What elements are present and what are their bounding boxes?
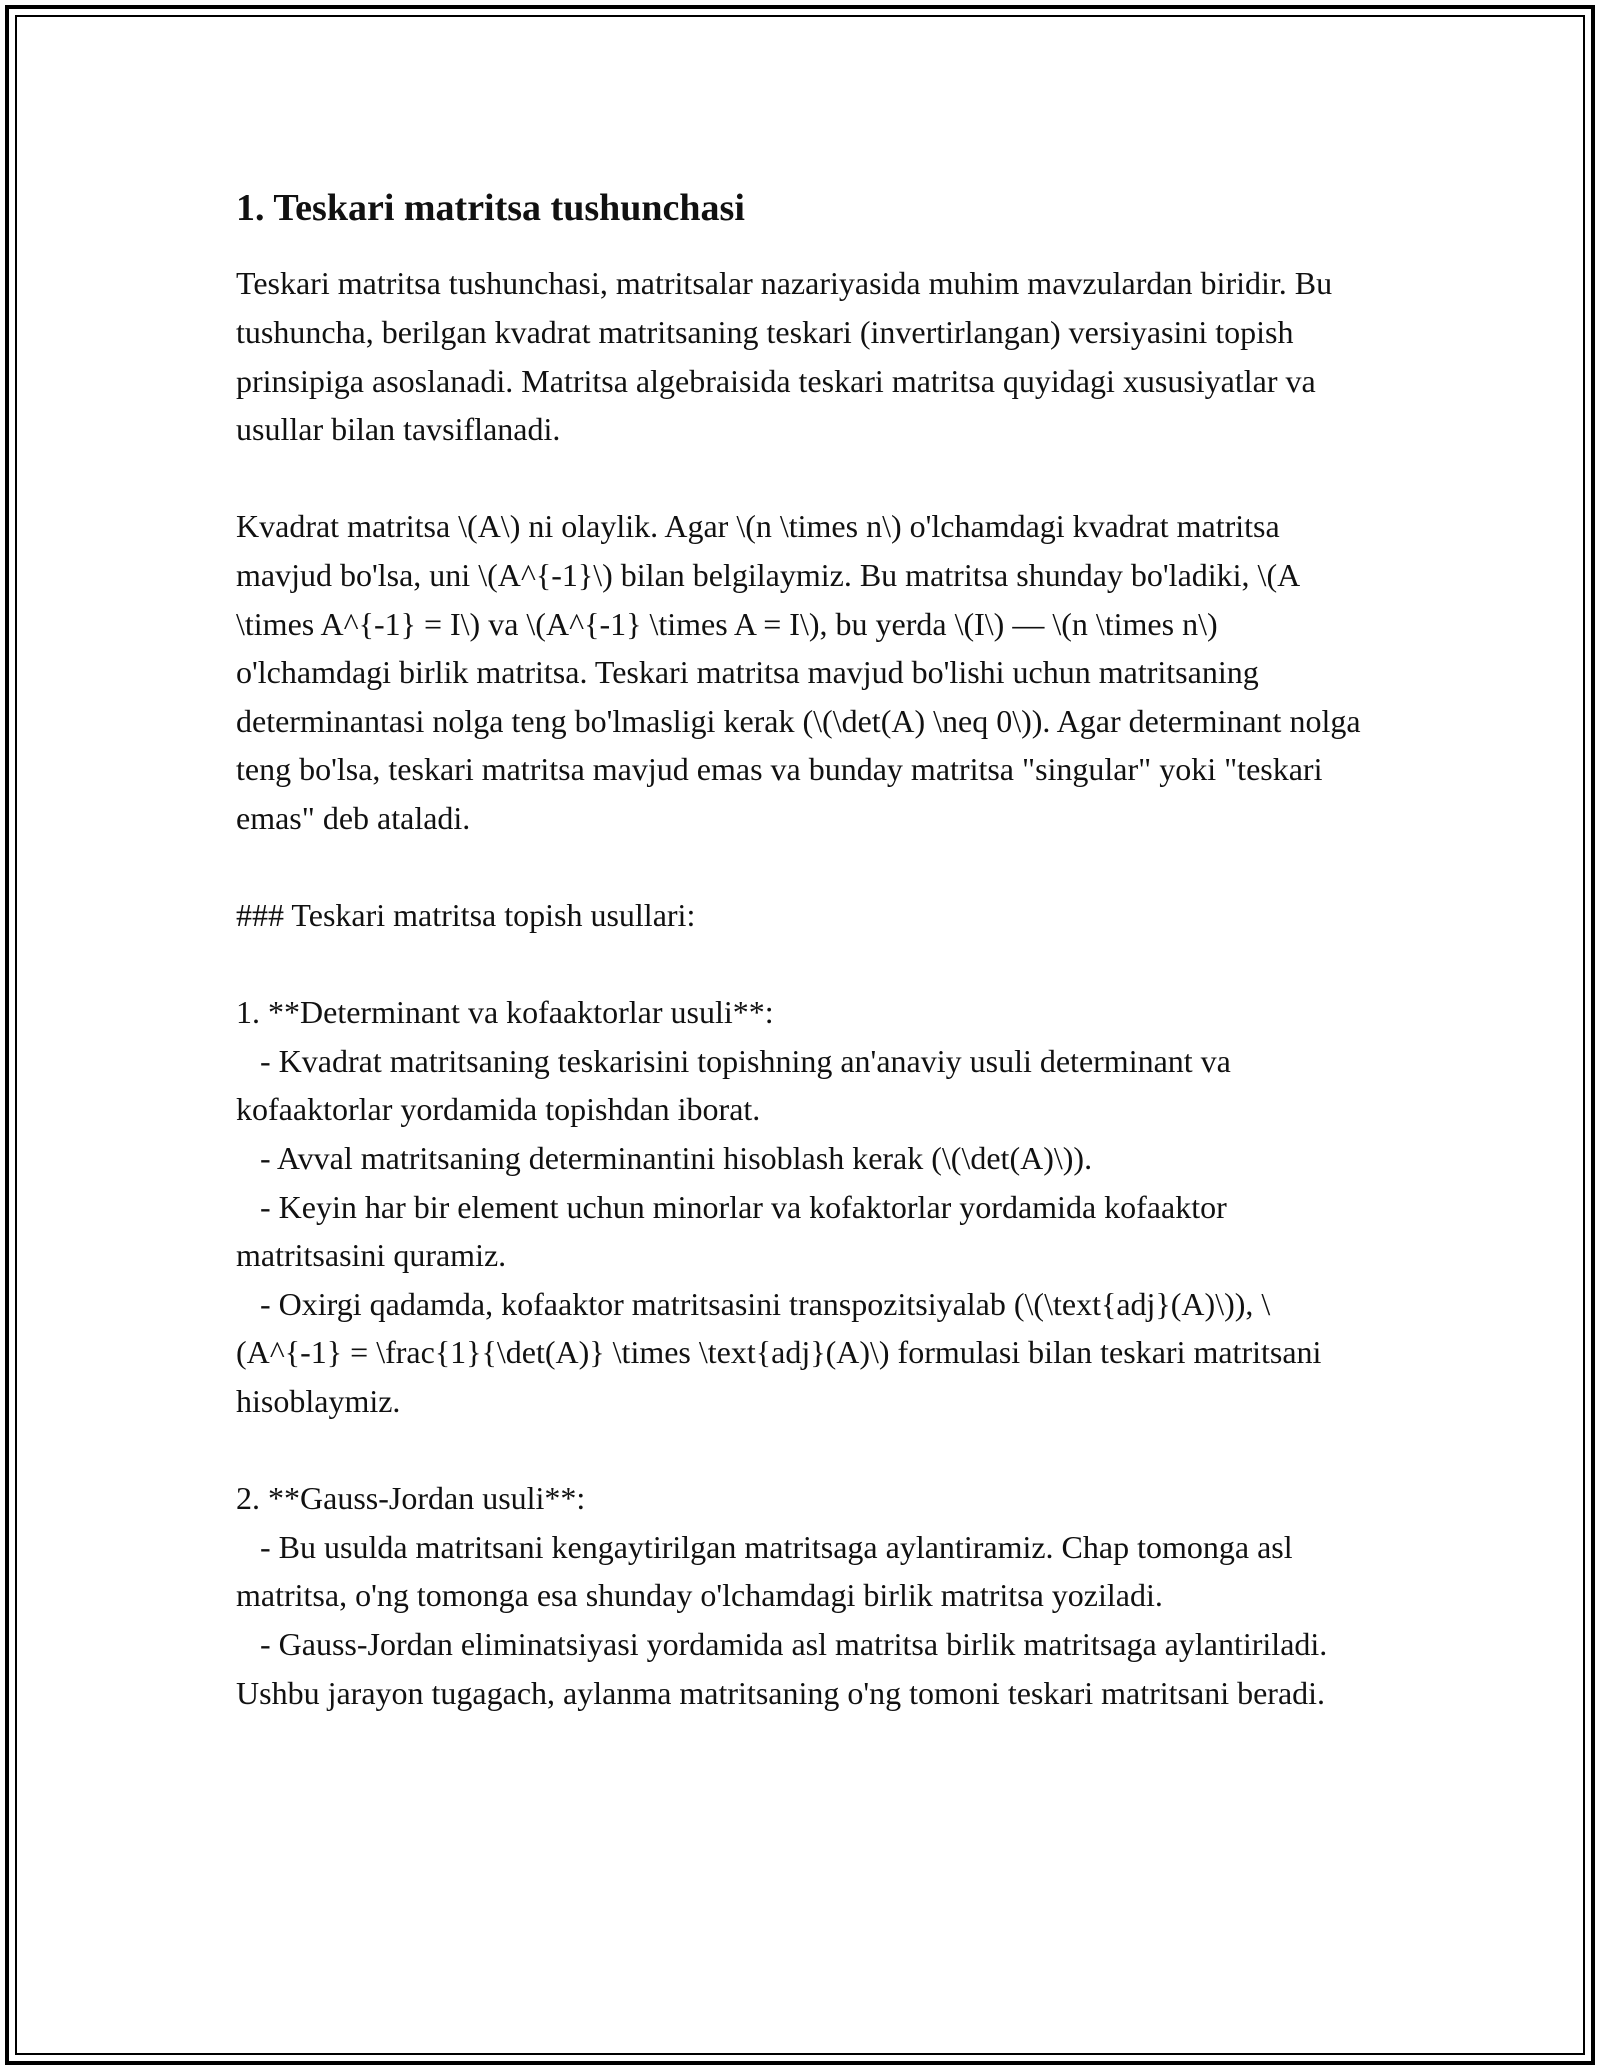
- section-heading: 1. Teskari matritsa tushunchasi: [236, 187, 745, 229]
- section-body: Teskari matritsa tushunchasi, matritsalar nazariyasida muhim mavzulardan biridir. Bu tushuncha, berilgan kvadrat matritsaning teskari (invertirlangan) versiyasini topish prinsipiga asoslanadi. Matritsa algebraisida teskari matritsa quyidagi xususiyatlar va usullar bilan tavsiflanadi. Kvadrat matritsa \(A\) ni olaylik. Agar \(n \times n\) o'lchamdagi kvadrat matritsa mavjud bo'lsa, uni \(A^{-1}\) bilan belgilaymiz. Bu matritsa shunday bo'ladiki, \(A \times A^{-1} = I\) va \(A^{-1} \times A = I\), bu yerda \(I\) — \(n \times n\) o'lchamdagi birlik matritsa. Teskari matritsa mavjud bo'lishi uchun matritsaning determinantasi nolga teng bo'lmasligi kerak (\(\det(A) \neq 0\)). Agar determinant nolga teng bo'lsa, teskari matritsa mavjud emas va bunday matritsa "singular" yoki "teskari emas" deb ataladi. ### Teskari matritsa topish usullari: 1. **Determinant va kofaaktorlar usuli**: - Kvadrat matritsaning teskarisini topishning an'anaviy usuli determinant va kofaaktorlar yordamida topishdan iborat. - Avval matritsaning determinantini hisoblash kerak (\(\det(A)\)). - Keyin har bir element uchun minorlar va kofaktorlar yordamida kofaaktor matritsasini quramiz. - Oxirgi qadamda, kofaaktor matritsasini transpozitsiyalab (\(\text{adj}(A)\)), \(A^{-1} = \frac{1}{\det(A)} \times \text{adj}(A)\) formulasi bilan teskari matritsani hisoblaymiz. 2. **Gauss-Jordan usuli**: - Bu usulda matritsani kengaytirilgan matritsaga aylantiramiz. Chap tomonga asl matritsa, o'ng tomonga esa shunday o'lchamdagi birlik matritsa yoziladi. - Gauss-Jordan eliminatsiyasi yordamida asl matritsa birlik matritsaga aylantiriladi. Ushbu jarayon tugagach, aylanma matritsaning o'ng tomoni teskari matritsani beradi.: [236, 265, 1361, 1711]
- document-page: [236, 184, 1376, 1717]
